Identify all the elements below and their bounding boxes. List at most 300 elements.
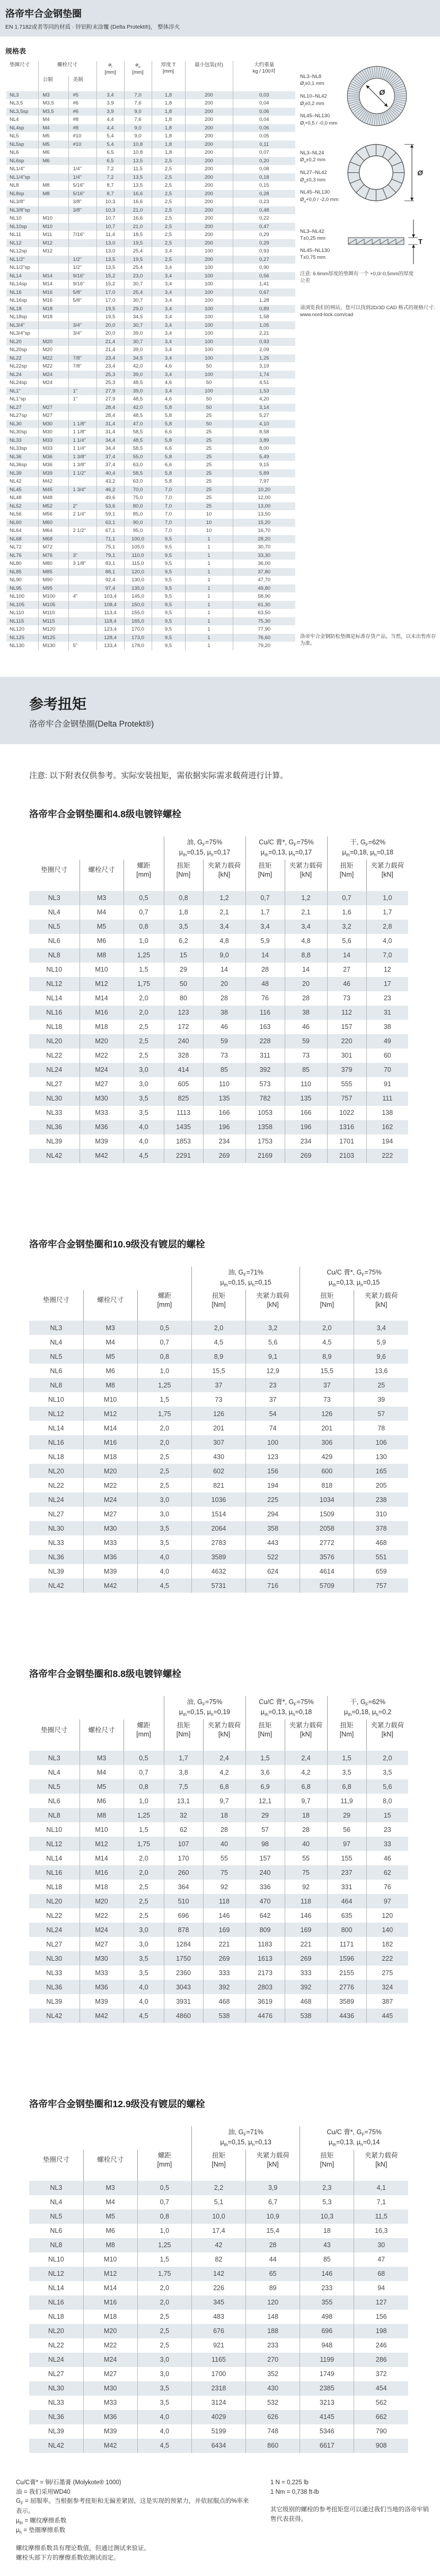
table-cell: 908 (354, 2439, 408, 2453)
table-cell: M115 (38, 617, 68, 626)
table-row (29, 1550, 408, 1564)
table-cell: 2385 (300, 2381, 354, 2396)
table-cell: 2,5 (152, 165, 185, 173)
table-cell: 5/8" (68, 296, 96, 305)
table-cell: 430 (191, 1449, 245, 1464)
table-cell: 6617 (300, 2439, 354, 2453)
table-cell: 126 (300, 1407, 354, 1421)
torque-table-2-title: 洛帝牢合金钢垫圈和10.9级没有镀层的螺栓 (29, 1238, 205, 1250)
table-cell: 14 (285, 963, 327, 977)
table-cell: 201 (300, 1421, 354, 1435)
table-cell: NL52 (10, 503, 22, 509)
table-row (29, 1421, 408, 1435)
table-cell: 1171 (327, 1937, 366, 1951)
table-row (6, 469, 295, 478)
table-cell: 172 (164, 1020, 203, 1034)
table-cell: 92,4 (96, 576, 124, 584)
col-header-bolt-size: 螺栓尺寸 (80, 1719, 124, 1751)
table-cell: 73 (327, 991, 366, 1006)
table-cell: 696 (300, 2324, 354, 2338)
col-header-washer-size: 垫圈尺寸 (10, 62, 30, 68)
table-cell: 2,5 (152, 157, 185, 165)
table-cell: 146 (300, 2267, 354, 2281)
table-cell: 28 (285, 1822, 327, 1837)
table-cell: 0,7 (327, 891, 366, 905)
table-cell: 1" (68, 387, 96, 396)
table-cell: M24 (38, 379, 68, 387)
table-cell: 127 (354, 2295, 408, 2310)
table-cell: 138 (366, 1106, 408, 1120)
table-cell: 118,4 (96, 617, 124, 626)
table-cell: 13,1 (164, 1794, 203, 1808)
table-cell: 169 (203, 1923, 245, 1937)
table-cell: 9,5 (152, 617, 185, 626)
table-cell: 5/16" (68, 190, 96, 198)
table-cell: 5709 (300, 1578, 354, 1593)
table-cell: NL4 (48, 1768, 60, 1776)
table-cell: 8,00 (233, 444, 295, 453)
table-cell: M12 (80, 1837, 124, 1851)
table-cell: NL125 (10, 634, 24, 641)
table-cell: 2103 (327, 1149, 366, 1163)
table-cell: NL5 (50, 2213, 63, 2221)
table-cell: 1701 (327, 1134, 366, 1149)
table-cell: 3,2 (327, 920, 366, 934)
table-cell: 5,8 (152, 420, 185, 429)
table-row (6, 149, 295, 157)
table-cell: M100 (38, 592, 68, 601)
table-cell: 2,0 (137, 1435, 191, 1449)
table-cell: 2291 (164, 1149, 203, 1163)
table-cell: 1,41 (233, 280, 295, 289)
table-cell: 33 (366, 1837, 408, 1851)
table-cell: M3 (83, 1321, 137, 1335)
table-cell: 15,4 (246, 2224, 300, 2238)
table-cell: 3/4" (68, 329, 96, 338)
table-cell: 1 (185, 601, 233, 609)
table-cell: NL18 (10, 305, 22, 312)
table-cell: 6,6 (152, 444, 185, 453)
table-cell: 55 (203, 1851, 245, 1865)
table-cell: M22 (38, 354, 68, 363)
table-cell: 3,5 (124, 1091, 164, 1106)
table-cell: 126 (191, 1407, 245, 1421)
table-cell: 1034 (300, 1492, 354, 1507)
table-row (6, 395, 295, 404)
table-cell: 3,4 (152, 289, 185, 297)
table-cell: 0,7 (124, 905, 164, 920)
table-cell: 11,5 (354, 2210, 408, 2224)
table-cell: 10 (185, 510, 233, 519)
table-cell: 2318 (191, 2381, 245, 2396)
table-cell: 818 (300, 1478, 354, 1492)
table-cell: 5,6 (327, 934, 366, 948)
col-header-clamp-load: 夹紧力载荷 [kN] (354, 2150, 408, 2181)
table-cell: 0,07 (233, 149, 295, 157)
table-cell: 43,2 (96, 477, 124, 486)
table-cell: 100 (185, 264, 233, 272)
table-cell: 15 (164, 948, 203, 963)
table-cell: 27 (327, 963, 366, 977)
column-group-paste: Cu/C 膏*, $G_F=75\%$ $\mu_{th}=0,13$, $\mu_h=0,17$ (245, 836, 327, 860)
table-cell: 3,5 (366, 1765, 408, 1779)
table-cell: 5/8" (68, 289, 96, 297)
table-row (6, 453, 295, 461)
col-header-pitch: 螺距 [mm] (124, 860, 164, 891)
table-cell: M6 (38, 149, 68, 157)
table-cell: 2,5 (137, 2338, 191, 2353)
table-cell: NL30 (46, 1095, 63, 1103)
table-cell: 97 (366, 1894, 408, 1908)
table-cell: NL3/8" (10, 199, 25, 205)
table-cell: 100 (185, 289, 233, 297)
table-cell: 76 (366, 1880, 408, 1894)
table-cell: 4,51 (233, 379, 295, 387)
table-cell: NL68 (10, 536, 22, 542)
table-cell (68, 346, 96, 354)
table-cell: 10 (185, 527, 233, 535)
table-cell: M14 (83, 1421, 137, 1435)
table-cell: 0,22 (233, 214, 295, 223)
table-cell: M22 (83, 1478, 137, 1492)
table-row (6, 527, 295, 535)
table-cell (38, 395, 68, 404)
table-cell: 0,5 (124, 891, 164, 905)
table-row (6, 296, 295, 305)
table-cell: 135,0 (124, 584, 152, 593)
table-cell: M52 (38, 502, 68, 511)
table-cell: 3,4 (354, 1321, 408, 1335)
thickness-tolerances: NL3–NL42 T±0,25 mm NL45–NL130 T±0,75 mm (300, 229, 330, 260)
table-cell: 1700 (191, 2367, 245, 2381)
table-cell: #10 (68, 132, 96, 141)
table-cell: 50 (185, 379, 233, 387)
table-cell: 2,21 (233, 329, 295, 338)
col-header-thickness: 厚度 T [mm] (152, 61, 185, 91)
table-cell: 123,4 (96, 625, 124, 634)
table-cell: 120 (246, 2295, 300, 2310)
table-cell: 800 (327, 1923, 366, 1937)
table-cell: 116 (245, 1006, 285, 1020)
table-cell: M27 (83, 2367, 137, 2381)
table-cell: 20 (203, 977, 245, 991)
table-cell: 75 (203, 1865, 245, 1880)
table-cell: 2 1/4" (68, 510, 96, 519)
table-cell: 20,0 (96, 329, 124, 338)
table-cell: NL10 (10, 215, 22, 222)
torque-table-grade-12-9 (29, 2126, 408, 2453)
table-cell: M36 (38, 461, 68, 469)
table-cell: 1,7 (164, 1751, 203, 1765)
table-cell: 9/16" (68, 280, 96, 289)
table-cell: NL20sp (10, 347, 27, 353)
table-cell: 200 (185, 239, 233, 248)
table-cell: M12 (38, 247, 68, 256)
table-cell: M24 (80, 1063, 124, 1077)
table-row (6, 592, 295, 601)
table-cell: 4,6 (152, 395, 185, 404)
table-cell: M56 (38, 510, 68, 519)
table-cell: 6,8 (203, 1779, 245, 1794)
table-cell: M42 (83, 2439, 137, 2453)
table-cell: 2,5 (152, 214, 185, 223)
spec-section (0, 46, 440, 665)
table-cell: 50 (164, 977, 203, 991)
table-row (29, 1020, 408, 1034)
table-cell: M22 (80, 1908, 124, 1923)
table-cell: 234 (203, 1134, 245, 1149)
table-row (6, 634, 295, 642)
table-cell: 8,58 (233, 428, 295, 436)
table-cell: 10,3 (300, 2210, 354, 2224)
table-cell: 3,4 (96, 91, 124, 100)
table-cell: 100 (185, 280, 233, 289)
table-cell: NL11 (10, 232, 22, 238)
table-cell: 1,8 (152, 116, 185, 124)
table-cell: M4 (38, 124, 68, 133)
table-row (29, 1923, 408, 1937)
col-header-torque: 扭矩 [Nm] (327, 860, 366, 891)
table-cell: 5,49 (233, 453, 295, 461)
table-cell: 3/8" (68, 198, 96, 206)
table-cell: NL33 (46, 1109, 63, 1117)
table-cell (38, 165, 68, 173)
table-row (6, 264, 295, 272)
table-cell: 27,9 (96, 395, 124, 404)
table-cell: 3,5 (124, 1966, 164, 1980)
table-cell (38, 387, 68, 396)
table-cell: 30,7 (124, 280, 152, 289)
table-cell: 240 (245, 1865, 285, 1880)
table-cell: 2,0 (137, 2281, 191, 2295)
table-cell: 23,4 (96, 354, 124, 363)
table-cell: 15,2 (96, 280, 124, 289)
table-cell: M5 (38, 141, 68, 149)
table-cell (38, 264, 68, 272)
table-cell: 3,9 (96, 99, 124, 108)
table-cell (68, 584, 96, 593)
table-cell: NL76 (10, 552, 22, 558)
table-cell: NL4sp (10, 125, 24, 131)
table-cell: 200 (185, 91, 233, 100)
table-cell: M5 (83, 2210, 137, 2224)
table-cell: NL6 (48, 937, 60, 945)
col-header-inner-diameter: $ø_i$ [mm] (96, 61, 124, 91)
table-cell: M27 (80, 1077, 124, 1091)
table-cell: NL12 (10, 240, 22, 246)
table-cell: 62 (366, 1865, 408, 1880)
table-cell: 13,5 (96, 256, 124, 264)
table-cell: 34,5 (124, 354, 152, 363)
table-cell (38, 206, 68, 215)
table-cell: 1,8 (152, 149, 185, 157)
table-cell: 79,20 (233, 642, 295, 650)
torque-section-band (0, 677, 440, 744)
table-cell: NL30 (48, 1524, 64, 1532)
table-cell: 29 (327, 1808, 366, 1822)
table-cell: 605 (164, 1077, 203, 1091)
table-cell: 6,9 (245, 1779, 285, 1794)
table-cell: 378 (354, 1521, 408, 1535)
table-cell: M14 (80, 991, 124, 1006)
table-cell: 2,8 (366, 920, 408, 934)
inner-diameter-label: Ø (379, 88, 385, 97)
table-cell (68, 494, 96, 502)
table-cell (68, 412, 96, 420)
table-cell: 1316 (327, 1120, 366, 1134)
table-cell: 5,8 (152, 404, 185, 412)
table-cell: 15,5 (191, 1364, 245, 1378)
table-cell: 1,7 (245, 905, 285, 920)
washer-cam-figure (344, 140, 435, 208)
table-cell: 48 (245, 977, 285, 991)
spec-heading: 规格表 (5, 47, 27, 55)
table-cell: 3,5 (124, 1106, 164, 1120)
table-cell: 39,0 (124, 329, 152, 338)
table-cell: 157 (327, 1020, 366, 1034)
table-cell: 1 3/4" (68, 486, 96, 494)
table-cell: 200 (185, 99, 233, 108)
table-cell: 5,1 (191, 2195, 245, 2210)
table-cell: 150,0 (124, 601, 152, 609)
table-cell: 58,5 (124, 444, 152, 453)
table-cell: 562 (354, 2396, 408, 2410)
table-cell: M39 (83, 2424, 137, 2439)
table-cell: 25,4 (124, 264, 152, 272)
table-cell: 166 (203, 1106, 245, 1120)
thickness-label: T (418, 238, 423, 246)
table-cell: 748 (246, 2424, 300, 2439)
table-cell (68, 477, 96, 486)
table-cell: 155 (327, 1851, 366, 1865)
table-cell: 333 (285, 1966, 327, 1980)
col-header-clamp-load: 夹紧力载荷 [kN] (285, 860, 327, 891)
table-row (29, 1492, 408, 1507)
table-cell: 233 (300, 2281, 354, 2295)
torque-table-2-body (29, 1321, 408, 1593)
table-cell: 1053 (245, 1106, 285, 1120)
table-cell: 1165 (191, 2353, 245, 2367)
table-row (29, 1951, 408, 1966)
table-cell: M16 (38, 289, 68, 297)
table-cell: 538 (203, 2009, 245, 2023)
table-cell: 0,8 (137, 1349, 191, 1364)
table-row (6, 609, 295, 617)
table-cell: M30 (38, 428, 68, 436)
torque-table-1-title: 洛帝牢合金钢垫圈和4.8级电镀锌螺栓 (29, 809, 181, 819)
table-cell: 4436 (327, 2009, 366, 2023)
table-cell: 286 (354, 2353, 408, 2367)
table-cell: NL10 (48, 2256, 64, 2264)
table-cell: 23,0 (124, 272, 152, 281)
table-cell: 8,7 (96, 181, 124, 190)
table-cell: 1 (185, 576, 233, 584)
table-cell: 200 (185, 124, 233, 133)
table-cell: 3,4 (152, 338, 185, 346)
table-cell: 9,5 (152, 568, 185, 577)
table-cell: 0,8 (124, 920, 164, 934)
table-cell: 0,04 (233, 99, 295, 108)
table-cell (38, 256, 68, 264)
table-cell: 3576 (300, 1550, 354, 1564)
table-cell: 1,8 (152, 132, 185, 141)
table-cell: NL14 (46, 1854, 63, 1862)
table-cell: 9,0 (124, 108, 152, 116)
table-cell: 7/8" (68, 354, 96, 363)
table-row (29, 1006, 408, 1020)
table-cell: 2,0 (137, 1421, 191, 1435)
table-cell: 120,0 (124, 568, 152, 577)
table-cell: 38 (285, 1006, 327, 1020)
table-cell: NL60 (10, 519, 22, 526)
table-cell: 522 (246, 1550, 300, 1564)
table-cell: 4,0 (124, 1120, 164, 1134)
table-row (29, 2009, 408, 2023)
table-row (6, 132, 295, 141)
table-cell: 19,5 (124, 239, 152, 248)
table-cell: 5,8 (152, 453, 185, 461)
table-cell: NL22 (48, 1481, 64, 1489)
col-header-imperial: 美制 (68, 76, 96, 91)
table-cell: NL10 (46, 1826, 63, 1833)
table-cell: 602 (191, 1464, 245, 1478)
table-cell: 2,4 (285, 1751, 327, 1765)
table-cell: 7,0 (152, 510, 185, 519)
table-cell: 11,5 (124, 165, 152, 173)
table-row (29, 1937, 408, 1951)
table-cell: 28,4 (96, 412, 124, 420)
table-cell: 1,25 (233, 354, 295, 363)
table-cell: 294 (246, 1507, 300, 1521)
torque-table-4-body (29, 2181, 408, 2453)
table-cell: 55,0 (124, 453, 152, 461)
table-cell: 91 (366, 1077, 408, 1091)
table-cell: 3,8 (164, 1765, 203, 1779)
table-cell: 78 (354, 1421, 408, 1435)
table-cell: 25 (185, 444, 233, 453)
table-cell: M8 (83, 2238, 137, 2252)
table-row (6, 305, 295, 313)
table-cell: 28,20 (233, 535, 295, 544)
table-cell: 10 (185, 519, 233, 527)
table-cell: 100 (185, 247, 233, 256)
table-cell: 49 (366, 1034, 408, 1049)
table-cell: 47 (354, 2252, 408, 2267)
table-cell (38, 321, 68, 330)
table-cell: 74 (246, 1421, 300, 1435)
table-cell: NL36 (46, 1983, 63, 1991)
table-cell: 238 (354, 1492, 408, 1507)
table-cell: 2169 (245, 1149, 285, 1163)
table-cell: 100 (185, 387, 233, 396)
table-cell: NL12sp (10, 248, 27, 255)
table-cell: 97,4 (96, 584, 124, 593)
table-cell: 9/16" (68, 272, 96, 281)
torque-table-1-body (29, 891, 408, 1163)
table-cell: 3,0 (137, 2353, 191, 2367)
table-cell: 68 (354, 2267, 408, 2281)
table-cell: 70,0 (124, 486, 152, 494)
table-row (29, 891, 408, 905)
table-cell: M16 (80, 1006, 124, 1020)
table-cell: M4 (83, 1335, 137, 1349)
table-cell: M5 (80, 1779, 124, 1794)
table-cell: 2,5 (124, 1880, 164, 1894)
table-cell: NL18 (46, 1023, 63, 1031)
table-cell: 1,5 (137, 2252, 191, 2267)
table-cell: 5,9 (354, 1335, 408, 1349)
table-cell: 110 (285, 1077, 327, 1091)
